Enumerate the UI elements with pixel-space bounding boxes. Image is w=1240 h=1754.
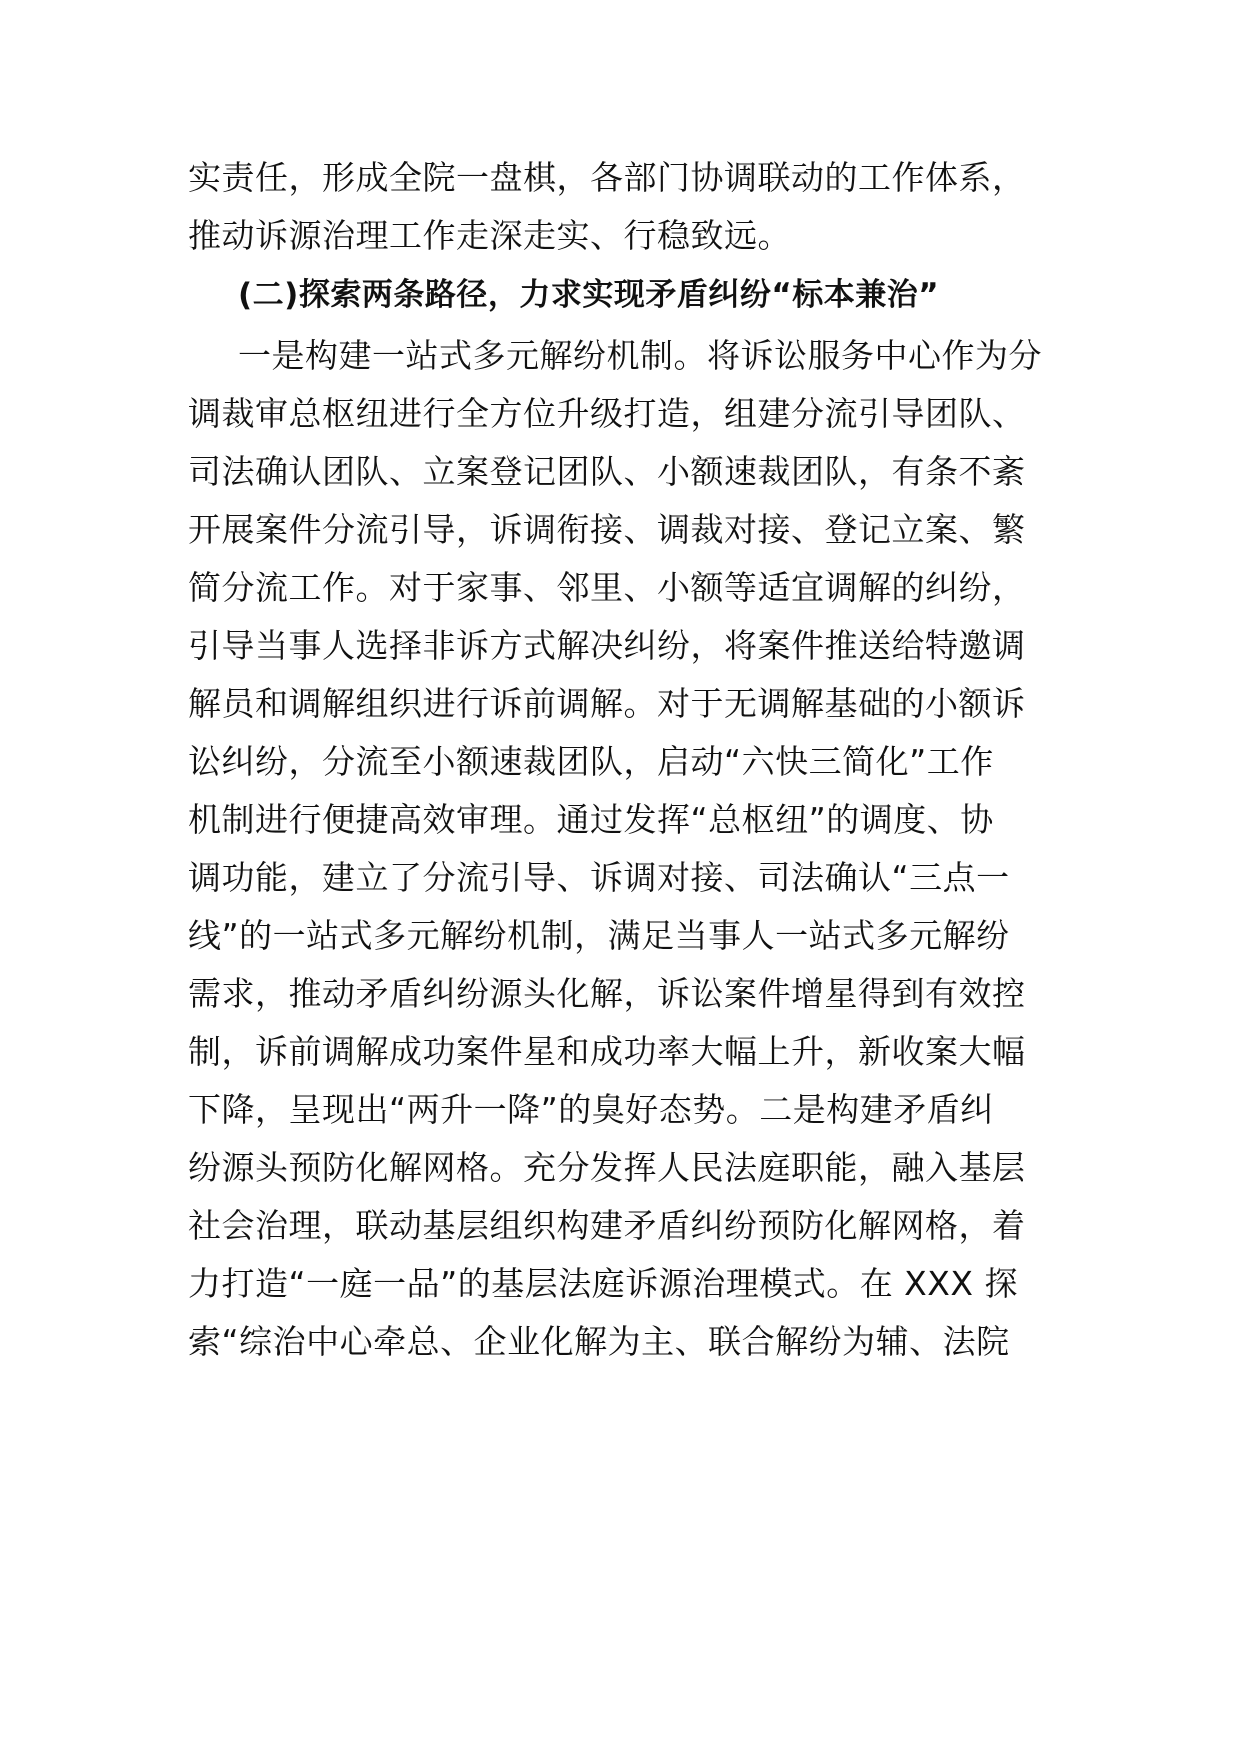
- paragraph-line: 简分流工作。对于家事、邻里、小额等适宜调解的纠纷，: [188, 568, 1026, 607]
- paragraph-line: 引导当事人选择非诉方式解决纠纷，将案件推送给特邀调: [188, 626, 1026, 665]
- paragraph-line: 索“综治中心牵总、企业化解为主、联合解纷为辅、法院: [188, 1322, 1010, 1361]
- paragraph-line: 社会治理，联动基层组织构建矛盾纠纷预防化解网格，着: [188, 1206, 1026, 1245]
- paragraph-line: 开展案件分流引导，诉调衔接、调裁对接、登记立案、繁: [188, 510, 1026, 549]
- paragraph-line: 线”的一站式多元解纷机制，满足当事人一站式多元解纷: [188, 916, 1010, 955]
- paragraph-line: 纷源头预防化解网格。充分发挥人民法庭职能，融入基层: [188, 1148, 1026, 1187]
- paragraph-line: 调裁审总枢纽进行全方位升级打造，组建分流引导团队、: [188, 394, 1026, 433]
- paragraph-line: 调功能，建立了分流引导、诉调对接、司法确认“三点一: [188, 858, 1010, 897]
- section-heading: (二)探索两条路径，力求实现矛盾纠纷“标本兼治”: [238, 277, 940, 313]
- paragraph-line: 机制进行便捷高效审理。通过发挥“总枢纽”的调度、协: [188, 800, 994, 839]
- paragraph-line: 一是构建一站式多元解纷机制。将诉讼服务中心作为分: [238, 336, 1042, 375]
- paragraph-line: 力打造“一庭一品”的基层法庭诉源治理模式。在 XXX 探: [188, 1264, 1018, 1303]
- paragraph-line: 实责任，形成全院一盘棋，各部门协调联动的工作体系，: [188, 158, 1026, 197]
- paragraph-line: 解员和调解组织进行诉前调解。对于无调解基础的小额诉: [188, 684, 1026, 723]
- paragraph-line: 推动诉源治理工作走深走实、行稳致远。: [188, 216, 791, 255]
- paragraph-line: 制，诉前调解成功案件星和成功率大幅上升，新收案大幅: [188, 1032, 1026, 1071]
- paragraph-line: 司法确认团队、立案登记团队、小额速裁团队，有条不紊: [188, 452, 1026, 491]
- paragraph-line: 讼纠纷，分流至小额速裁团队，启动“六快三简化”工作: [188, 742, 994, 781]
- paragraph-line: 需求，推动矛盾纠纷源头化解，诉讼案件增星得到有效控: [188, 974, 1026, 1013]
- paragraph-line: 下降，呈现出“两升一降”的臭好态势。二是构建矛盾纠: [188, 1090, 994, 1129]
